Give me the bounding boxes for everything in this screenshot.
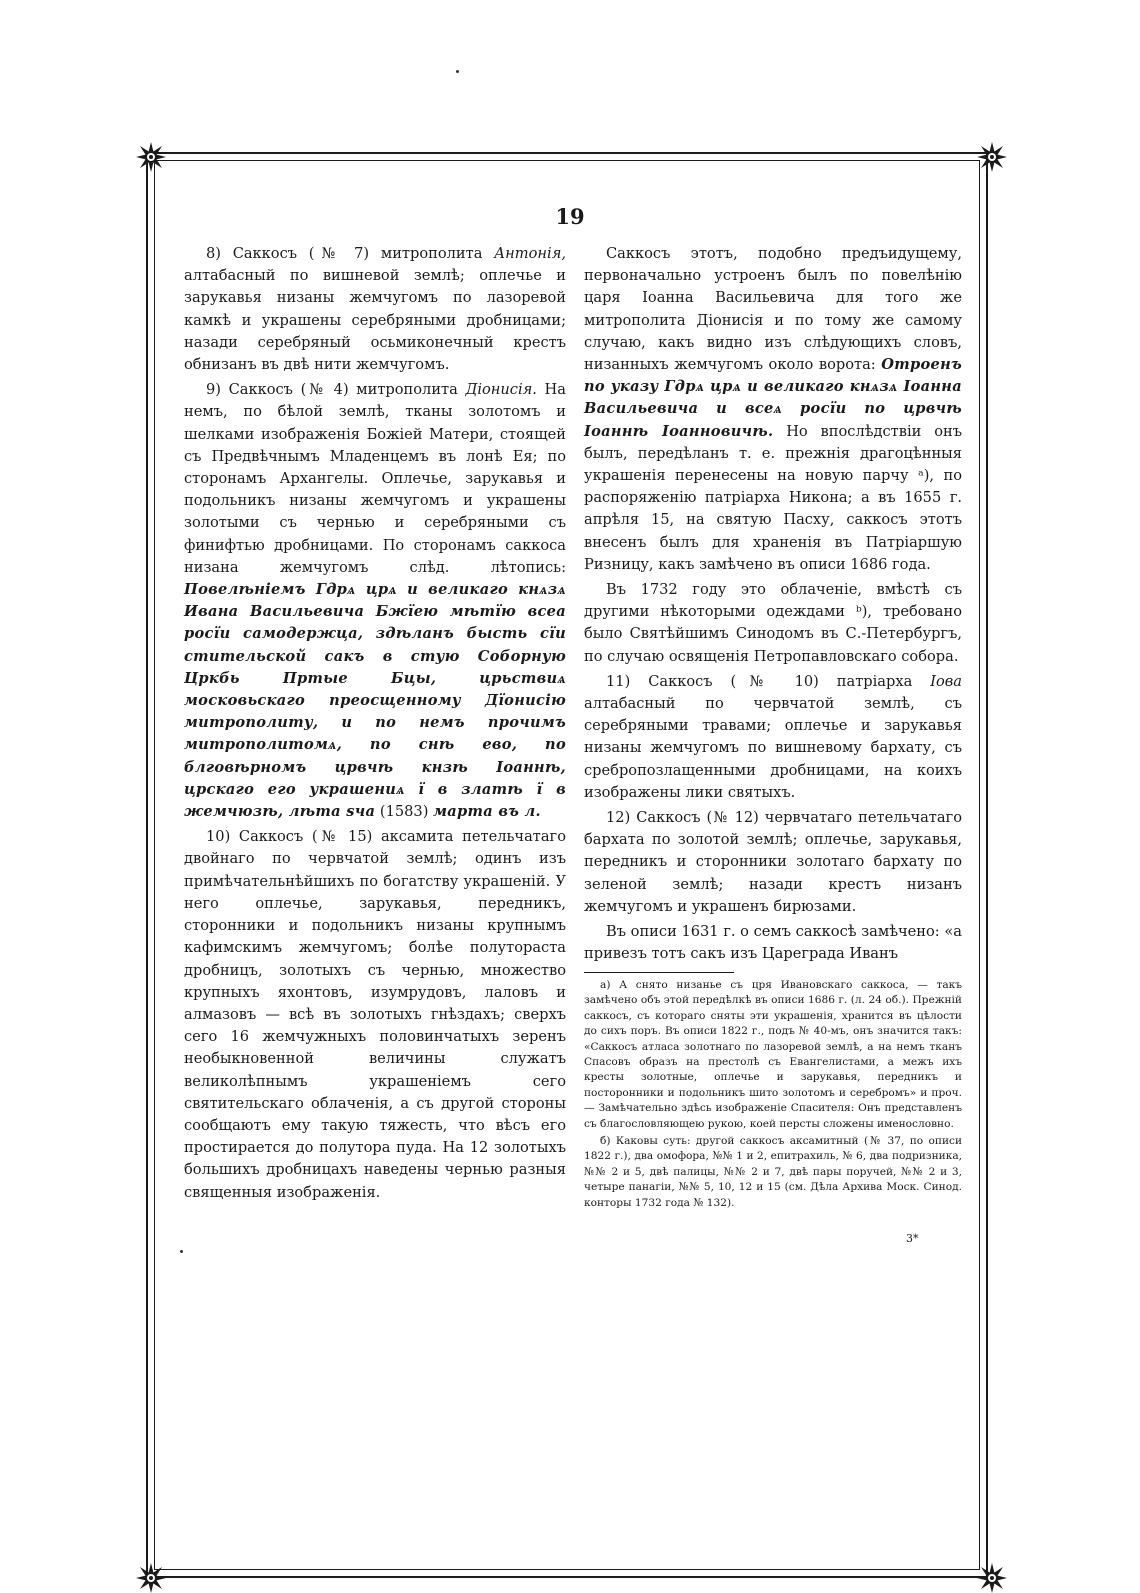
paragraph-item-11: 11) Саккосъ (№ 10) патріарха Іова алтабасный по червчатой землѣ, съ серебряными травами; оплечье и зарукавья низаны жемчугомъ по вишневому бархату, съ сребропозлащенными дробницами, на коихъ изображены лики святыхъ. — [584, 672, 962, 801]
corner-ornament-icon — [977, 1563, 1007, 1593]
corner-ornament-icon — [136, 1563, 166, 1593]
page-number: 19 — [555, 204, 585, 229]
speck-mark — [180, 1250, 183, 1253]
footnotes — [584, 978, 962, 1213]
footnote-a: а) А снято низанье съ цря Ивановскаго саккоса, — такъ замѣчено объ этой передѣлкѣ въ описи 1686 г. (л. 24 об.). Прежній саккосъ, съ котораго сняты эти украшенія, хранится въ цѣлости до сихъ поръ. Въ описи 1822 г., подъ № 40-мъ, онъ значится такъ: «Саккосъ атласа золотнаго по лазоревой землѣ, а на немъ тканъ Спасовъ образъ на престолѣ съ Евангелистами, а межъ ихъ кресты золотные, оплечье и зарукавья, передникъ и посторонники и подольникъ шито золотомъ и серебромъ» и проч. — Замѣчательно здѣсь изображеніе Спасителя: Онъ представленъ съ благословляющею рукою, коей персты сложены именословно. — [584, 979, 962, 1130]
paragraph-item-12: 12) Саккосъ (№ 12) червчатаго петельчатаго бархата по золотой землѣ; оплечье, зарукавья, передникъ и сторонники золотаго бархату по зеленой землѣ; назади крестъ низанъ жемчугомъ и украшенъ бирюзами. — [584, 809, 962, 915]
corner-ornament-icon — [136, 142, 166, 172]
paragraph-item-8: 8) Саккосъ (№ 7) митрополита Антонія, алтабасный по вишневой землѣ; оплечье и зарукавья низаны жемчугомъ по лазоревой камкѣ и украшены серебряными дробницами; назади серебряный осьмиконечный крестъ обнизанъ въ двѣ нити жемчугомъ. — [184, 245, 566, 374]
printer-signature: 3* — [906, 1232, 919, 1245]
speck-mark — [456, 70, 459, 73]
paragraph-continuation: Саккосъ этотъ, подобно предъидущему, первоначально устроенъ былъ по повелѣнію царя Іоанна Васильевича для того же митрополита Діонисія и по тому же самому случаю, какъ видно изъ слѣдующихъ словъ, низанныхъ жемчугомъ около ворота: Отроенъ по указу Гдрѧ црѧ и великаго кнѧзѧ Іоанна Васильевича и всеѧ росїи по црвчѣ Іоаннѣ Іоанновичѣ. Но впослѣдствіи онъ былъ, передѣланъ т. е. прежнія драгоцѣнныя украшенія перенесены на новую парчу ᵃ), по распоряженію патріарха Никона; а въ 1655 г. апрѣля 15, на святую Пасху, саккосъ этотъ внесенъ былъ для храненія въ Патріаршую Ризницу, какъ замѣчено въ описи 1686 года. — [584, 245, 963, 573]
corner-ornament-icon — [977, 142, 1007, 172]
right-column — [584, 243, 962, 969]
paragraph-item-9: 9) Саккосъ (№ 4) митрополита Діонисія. На немъ, по бѣлой землѣ, тканы золотомъ и шелками изображенія Божіей Матери, стоящей съ Предвѣчнымъ Младенцемъ въ лонѣ Ея; по сторонамъ Архангелы. Оплечье, зарукавья и подольникъ низаны жемчугомъ и украшены золотыми съ чернью и серебряными съ финифтью дробницами. По сторонамъ саккоса низана жемчугомъ слѣд. лѣтопись: Повелѣніемъ Гдрѧ црѧ и великаго кнѧзѧ Ивана Васильевича Бжїею мѣтїю всеа росїи самодержца, здѣланъ бысть сїи стительской сакъ в стую Соборную Цркбь Пртые Бцы, црьствиѧ московьскаго преосщенному Дїонисію митрополиту, и по немъ прочимъ митрополитомѧ, по снѣ ево, по блговѣрномъ црвчѣ кнзѣ Іоаннѣ, црскаго его украшениѧ ї в златѣ ї в жемчюзѣ, лѣта ѕча (1583) марта въ л. — [184, 381, 566, 821]
paragraph-1732: Въ 1732 году это облаченіе, вмѣстѣ съ другими нѣкоторыми одеждами ᵇ), требовано было Святѣйшимъ Синодомъ въ С.-Петербургъ, по случаю освященія Петропавловскаго собора. — [584, 581, 962, 665]
footnote-b: б) Каковы суть: другой саккосъ аксамитный (№ 37, по описи 1822 г.), два омофора, №№ 1 и 2, епитрахиль, № 6, два подризника, №№ 2 и 5, двѣ палицы, №№ 2 и 7, двѣ пары поручей, №№ 2 и 3, четыре панагіи, №№ 5, 10, 12 и 15 (см. Дѣла Архива Моск. Синод. конторы 1732 года № 132). — [584, 1135, 962, 1209]
paragraph-1631: Въ описи 1631 г. о семъ саккосѣ замѣчено: «а привезъ тотъ сакъ изъ Цареграда Иванъ — [584, 923, 962, 963]
left-column — [184, 243, 566, 1207]
paragraph-item-10: 10) Саккосъ (№ 15) аксамита петельчатаго двойнаго по червчатой землѣ; одинъ изъ примѣчательнѣйшихъ по богатству украшеній. У него оплечье, зарукавья, передникъ, сторонники и подольникъ низаны крупнымъ кафимскимъ жемчугомъ; болѣе полутораста дробницъ, золотыхъ съ чернью, множество крупныхъ яхонтовъ, изумрудовъ, лаловъ и алмазовъ — всѣ въ золотыхъ гнѣздахъ; сверхъ сего 16 жемчужныхъ половинчатыхъ зеренъ необыкновенной величины служатъ великолѣпнымъ украшеніемъ сего святительскаго облаченія, а съ другой стороны сообщаютъ ему такую тяжесть, что вѣсъ его простирается до полутора пуда. На 12 золотыхъ большихъ дробницахъ наведены чернью разныя священныя изображенія. — [184, 828, 566, 1201]
footnote-rule — [584, 972, 734, 973]
slavonic-inscription: Повелѣніемъ Гдрѧ црѧ и великаго кнѧзѧ Ивана Васильевича Бжїею мѣтїю всеа росїи самодержца, здѣланъ бысть сїи стительской сакъ в стую Соборную Цркбь Пртые Бцы, црьствиѧ московьскаго преосщенному Дїонисію митрополиту, и по немъ прочимъ митрополитомѧ, по снѣ ево, по блговѣрномъ црвчѣ кнзѣ Іоаннѣ, црскаго его украшениѧ ї в златѣ ї в жемчюзѣ, лѣта ѕча — [184, 581, 566, 821]
slavonic-inscription: Отроенъ по указу Гдрѧ црѧ и великаго кнѧзѧ Іоанна Васильевича и всеѧ росїи по црвчѣ Іоаннѣ Іоанновичѣ. — [584, 356, 962, 440]
